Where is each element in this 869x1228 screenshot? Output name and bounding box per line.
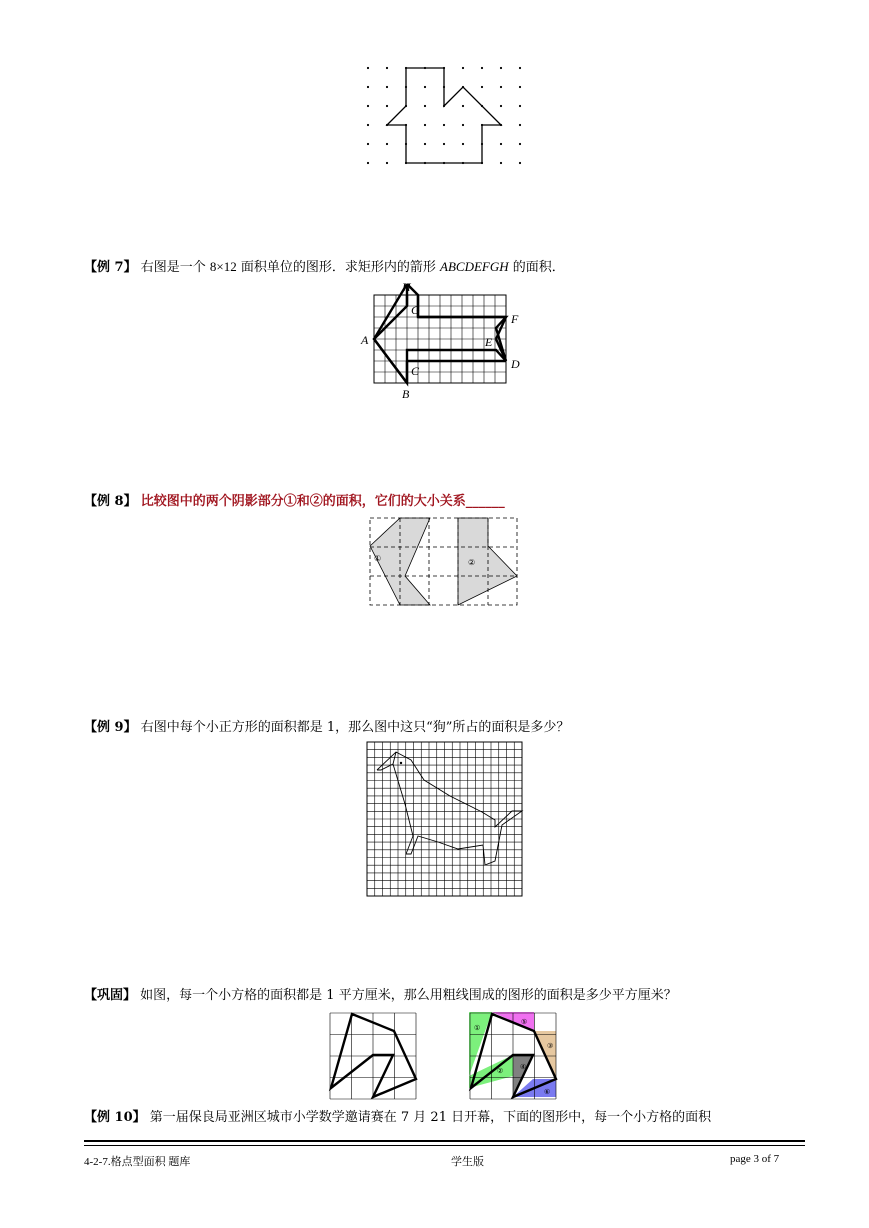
dog-eye xyxy=(400,762,402,764)
footer-center: 学生版 xyxy=(451,1156,484,1168)
cmark-6: ⑥ xyxy=(544,1088,551,1096)
footer-rule-thick xyxy=(84,1140,805,1142)
label-B: B xyxy=(402,387,410,401)
shaded-region-2 xyxy=(458,518,517,605)
footer-rule-thin xyxy=(84,1145,805,1146)
label-A: A xyxy=(361,333,369,347)
label-F: F xyxy=(511,312,519,326)
consolidate-tag: 【巩固】 xyxy=(84,988,137,1003)
dot-grid-house-figure xyxy=(360,62,530,172)
label-H: H xyxy=(402,280,411,294)
ex8-tag: 【例 8】 xyxy=(84,494,137,509)
consolidate-figure-left xyxy=(329,1012,419,1102)
ex9-tag: 【例 9】 xyxy=(84,720,137,735)
cmark-2: ② xyxy=(497,1067,504,1075)
dog-outline xyxy=(377,752,522,865)
thick-outline-left xyxy=(331,1014,416,1097)
house-outline xyxy=(387,68,501,163)
label-G: G xyxy=(411,303,420,317)
cmark-3: ③ xyxy=(547,1042,554,1050)
cmark-4: ④ xyxy=(520,1063,527,1071)
shaded-comparison-figure xyxy=(370,516,520,608)
mark-1: ① xyxy=(374,554,382,563)
footer-left: 4-2-7.格点型面积 题库 xyxy=(84,1156,191,1168)
dog-figure xyxy=(366,741,524,897)
arrow-figure xyxy=(356,280,536,405)
ex10-tag: 【例 10】 xyxy=(84,1110,146,1125)
label-C: C xyxy=(411,364,420,378)
consolidate-figure-right xyxy=(469,1012,559,1102)
ex10-question: 【例 10】 第一届保良局亚洲区城市小学数学邀请赛在 7 月 21 日开幕，下面的图形中，每一个小方格的面积 xyxy=(84,1110,712,1125)
cmark-5: ⑤ xyxy=(521,1018,528,1026)
consolidate-question: 【巩固】 如图，每一个小方格的面积都是 1 平方厘米，那么用粗线围成的图形的面积是多少平方厘米？ xyxy=(84,988,677,1003)
mark-2: ② xyxy=(468,558,476,567)
ex8-question: 【例 8】 比较图中的两个阴影部分①和②的面积，它们的大小关系______ xyxy=(84,494,505,509)
label-D: D xyxy=(511,357,520,371)
ex7-question: 【例 7】 右图是一个 8×12 面积单位的图形．求矩形内的箭形 ABCDEFGH 的面积． xyxy=(84,259,565,275)
label-E: E xyxy=(485,335,493,349)
footer-right: page 3 of 7 xyxy=(730,1153,780,1165)
cmark-1: ① xyxy=(474,1024,481,1032)
ex7-tag: 【例 7】 xyxy=(84,260,137,275)
ex9-question: 【例 9】 右图中每个小正方形的面积都是 1，那么图中这只“狗”所占的面积是多少？ xyxy=(84,720,570,735)
